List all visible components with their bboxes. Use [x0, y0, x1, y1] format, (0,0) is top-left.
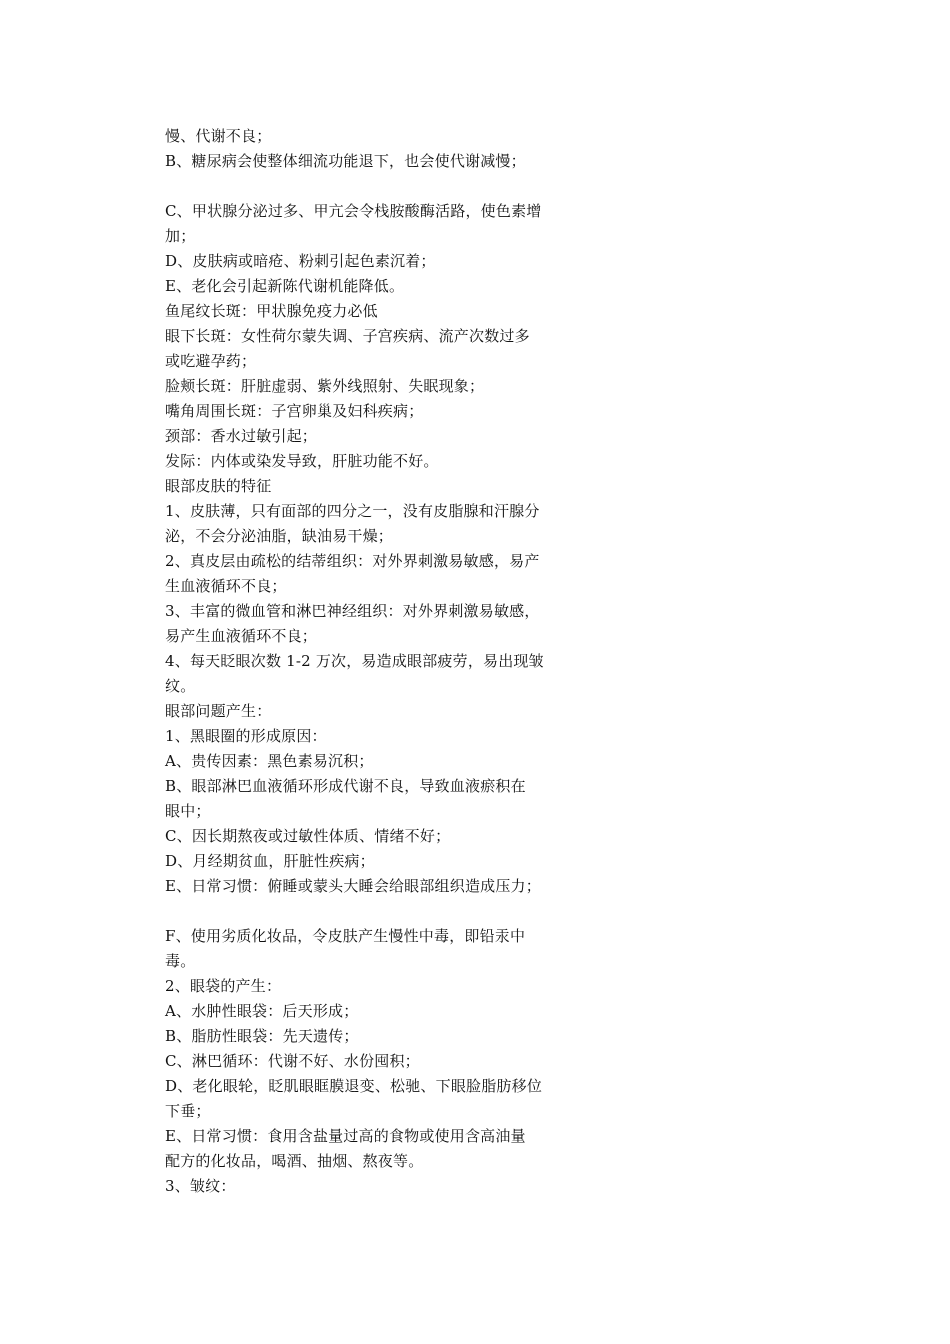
text-line: 加； [165, 227, 196, 245]
blank-line [165, 174, 565, 199]
text-line: 2、真皮层由疏松的结蒂组织：对外界刺激易敏感，易产 [165, 552, 540, 570]
text-line: 慢、代谢不良； [165, 127, 272, 145]
text-line: 下垂； [165, 1102, 211, 1120]
section-heading: 眼部问题产生： [165, 702, 272, 720]
text-line: 颈部：香水过敏引起； [165, 427, 318, 445]
text-line: 或吃避孕药； [165, 352, 257, 370]
section-heading: 眼部皮肤的特征 [165, 477, 272, 495]
text-line: F、使用劣质化妆品，令皮肤产生慢性中毒，即铅汞中 [165, 927, 526, 945]
text-line: E、日常习惯：俯睡或蒙头大睡会给眼部组织造成压力； [165, 877, 541, 895]
text-line: 纹。 [165, 677, 196, 695]
text-line: 生血液循环不良； [165, 577, 287, 595]
text-line: A、贵传因素：黑色素易沉积； [165, 752, 374, 770]
text-line: 脸颊长斑：肝脏虚弱、紫外线照射、失眠现象； [165, 377, 485, 395]
document-body [165, 124, 565, 1199]
text-line: 眼下长斑：女性荷尔蒙失调、子宫疾病、流产次数过多 [165, 327, 530, 345]
text-line: D、老化眼轮，眨肌眼眶膜退变、松驰、下眼脸脂肪移位 [165, 1077, 543, 1095]
text-line: 嘴角周围长斑：子宫卵巢及妇科疾病； [165, 402, 424, 420]
text-line: E、日常习惯：食用含盐量过高的食物或使用含高油量 [165, 1127, 526, 1145]
text-line: E、老化会引起新陈代谢机能降低。 [165, 277, 405, 295]
text-line: C、淋巴循环：代谢不好、水份囤积； [165, 1052, 420, 1070]
text-line: A、水肿性眼袋：后天形成； [165, 1002, 359, 1020]
text-line: 眼中； [165, 802, 211, 820]
text-line: 3、皱纹： [165, 1177, 236, 1195]
text-line: 泌，不会分泌油脂，缺油易干燥； [165, 527, 394, 545]
text-line: C、甲状腺分泌过多、甲亢会令栈胺酸酶活路，使色素增 [165, 202, 542, 220]
text-line: B、脂肪性眼袋：先天遗传； [165, 1027, 359, 1045]
text-line: 4、每天眨眼次数 1-2 万次，易造成眼部疲劳，易出现皱 [165, 652, 544, 670]
text-line: 配方的化妆品，喝酒、抽烟、熬夜等。 [165, 1152, 424, 1170]
text-line: D、月经期贫血，肝脏性疾病； [165, 852, 375, 870]
blank-line [165, 899, 565, 924]
text-line: 1、黑眼圈的形成原因： [165, 727, 327, 745]
text-line: 2、眼袋的产生： [165, 977, 282, 995]
text-line: B、眼部淋巴血液循环形成代谢不良，导致血液瘀积在 [165, 777, 526, 795]
text-line: D、皮肤病或暗疮、粉刺引起色素沉着； [165, 252, 436, 270]
text-line: 1、皮肤薄，只有面部的四分之一，没有皮脂腺和汗腺分 [165, 502, 540, 520]
text-line: B、糖尿病会使整体细流功能退下，也会使代谢减慢； [165, 152, 526, 170]
text-line: 鱼尾纹长斑：甲状腺免疫力必低 [165, 302, 378, 320]
text-line: 3、丰富的微血管和淋巴神经组织：对外界刺激易敏感， [165, 602, 540, 620]
text-line: 易产生血液循环不良； [165, 627, 318, 645]
text-line: C、因长期熬夜或过敏性体质、情绪不好； [165, 827, 451, 845]
text-line: 发际：内体或染发导致，肝脏功能不好。 [165, 452, 439, 470]
text-line: 毒。 [165, 952, 196, 970]
